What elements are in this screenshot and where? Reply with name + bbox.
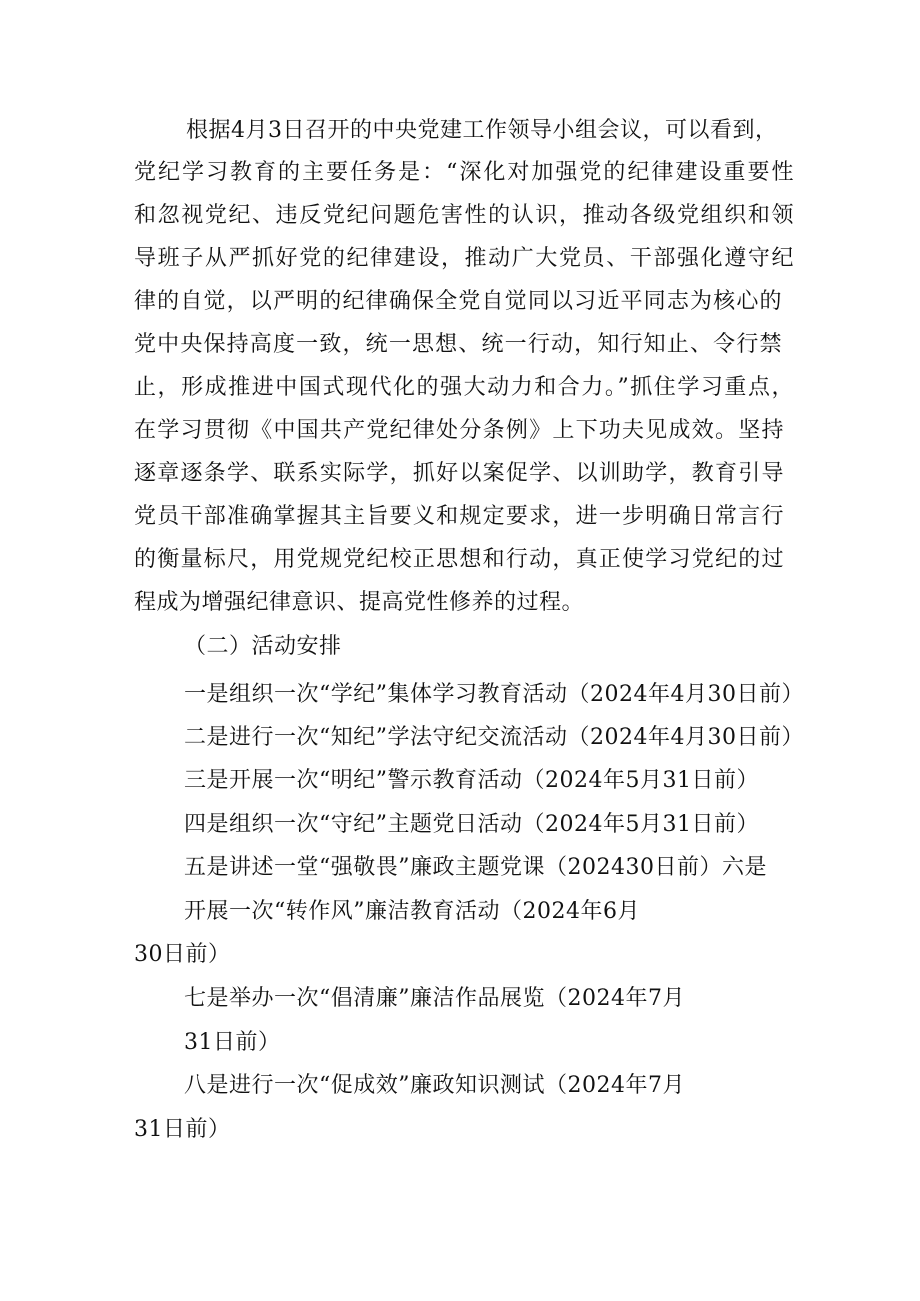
paragraph-line: 和忽视党纪、违反党纪问题危害性的认识，推动各级党组织和领 (134, 203, 794, 228)
paragraph-line: 律的自觉，以严明的纪律确保全党自觉同以习近平同志为核心的 (134, 289, 782, 314)
activity-item: 一是组织一次“学纪”集体学习教育活动（2024年4月30日前） (184, 682, 804, 707)
paragraph-line: 程成为增强纪律意识、提高党性修养的过程。 (134, 590, 585, 615)
paragraph-line: 逐章逐条学、联系实际学，抓好以案促学、以训助学，教育引导 (134, 461, 784, 486)
activity-item: 三是开展一次“明纪”警示教育活动（2024年5月31日前） (184, 768, 759, 793)
activity-item: 30日前） (134, 942, 231, 967)
paragraph-line: 党员干部准确掌握其主旨要义和规定要求，进一步明确日常言行 (134, 504, 784, 529)
activity-item: 开展一次“转作风”廉洁教育活动（2024年6月 (184, 899, 640, 924)
activity-item: 31日前） (184, 1030, 281, 1055)
activity-item: 八是进行一次“促成效”廉政知识测试（2024年7月 (184, 1073, 685, 1098)
section-heading: （二）活动安排 (184, 634, 342, 659)
paragraph-line: 的衡量标尺，用党规党纪校正思想和行动，真正使学习党纪的过 (134, 547, 784, 572)
paragraph-line: 导班子从严抓好党的纪律建设，推动广大党员、干部强化遵守纪 (134, 246, 794, 271)
activity-item: 31日前） (134, 1117, 231, 1142)
paragraph-line: 党纪学习教育的主要任务是：“深化对加强党的纪律建设重要性 (134, 160, 794, 185)
activity-item: 七是举办一次“倡清廉”廉洁作品展览（2024年7月 (184, 986, 685, 1011)
activity-item: 五是讲述一堂“强敬畏”廉政主题党课（202430日前）六是 (184, 855, 767, 880)
paragraph-line: 止，形成推进中国式现代化的强大动力和合力。”抓住学习重点， (134, 375, 794, 400)
paragraph-line: 在学习贯彻《中国共产党纪律处分条例》上下功夫见成效。坚持 (134, 418, 784, 443)
paragraph-line: 党中央保持高度一致，统一思想、统一行动，知行知止、令行禁 (134, 332, 782, 357)
activity-item: 二是进行一次“知纪”学法守纪交流活动（2024年4月30日前） (184, 725, 804, 750)
paragraph-line: 根据4月3日召开的中央党建工作领导小组会议，可以看到， (186, 118, 778, 143)
activity-item: 四是组织一次“守纪”主题党日活动（2024年5月31日前） (184, 812, 759, 837)
